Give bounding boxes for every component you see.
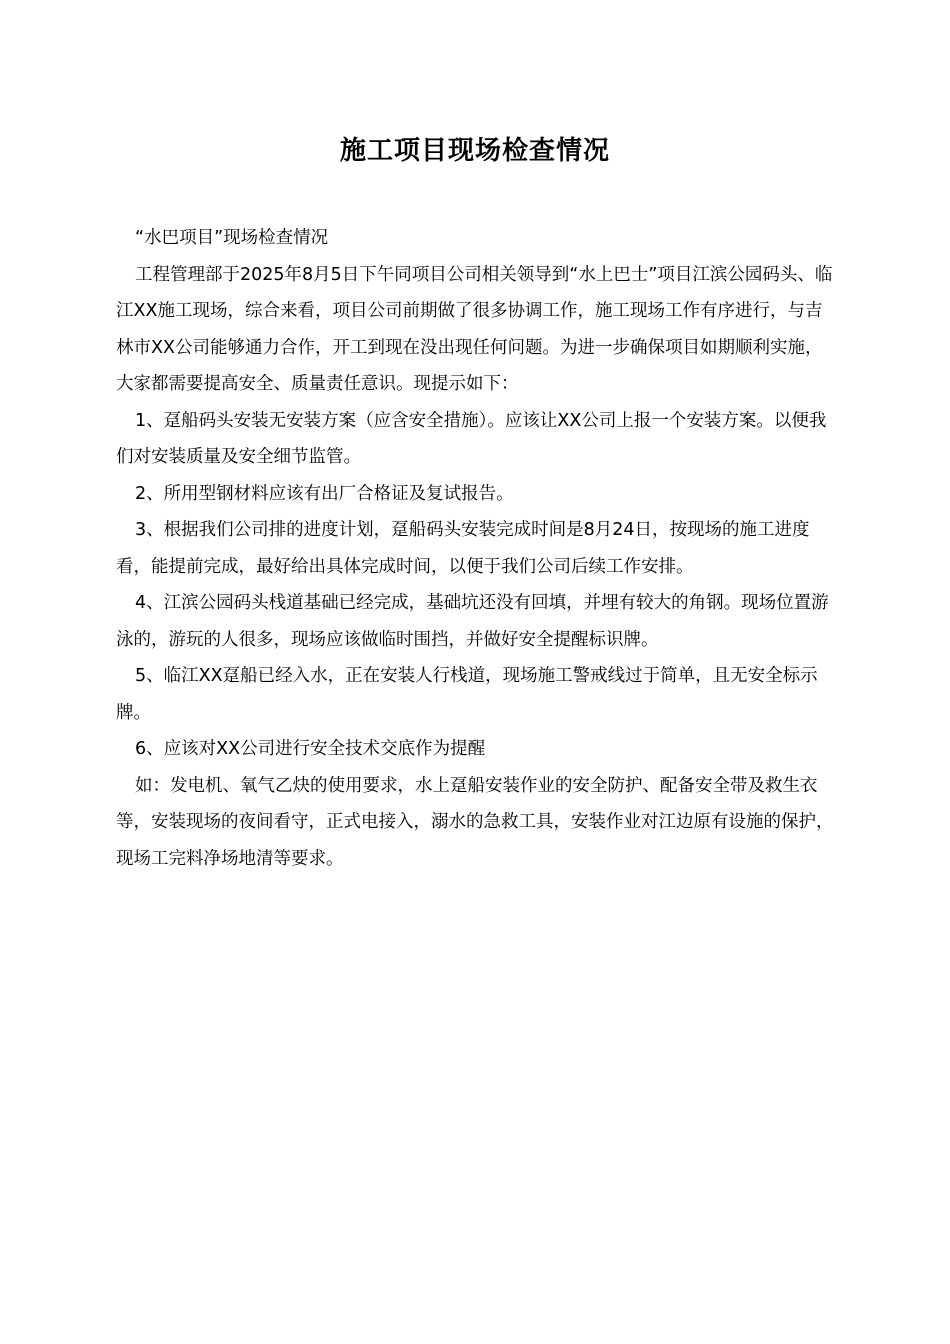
item-1-paragraph: 1、趸船码头安装无安装方案（应含安全措施）。应该让XX公司上报一个安装方案。以便我们对安装质量及安全细节监管。: [116, 410, 827, 467]
document-title: 施工项目现场检查情况: [339, 136, 610, 166]
item-3-paragraph: 3、根据我们公司排的进度计划，趸船码头安装完成时间是8月24日，按现场的施工进度看，能提前完成，最好给出具体完成时间，以便于我们公司后续工作安排。: [116, 520, 810, 577]
section-subtitle: “水巴项目”现场检查情况: [135, 228, 329, 248]
item-4-paragraph: 4、江滨公园码头栈道基础已经完成，基础坑还没有回填，并埋有较大的角钢。现场位置游泳的，游玩的人很多，现场应该做临时围挡，并做好安全提醒标识牌。: [116, 593, 829, 650]
item-2-paragraph: 2、所用型钢材料应该有出厂合格证及复试报告。: [135, 483, 514, 504]
intro-paragraph: 工程管理部于2025年8月5日下午同项目公司相关领导到“水上巴士”项目江滨公园码头、临江XX施工现场，综合来看，项目公司前期做了很多协调工作，施工现场工作有序进行，与吉林市XX公司能够通力合作，开工到现在没出现任何问题。为进一步确保项目如期顺利实施，大家都需要提高安全、质量责任意识。现提示如下：: [116, 264, 833, 394]
document-body: [116, 220, 838, 877]
item-5-paragraph: 5、临江XX趸船已经入水，正在安装人行栈道，现场施工警戒线过于简单，且无安全标示牌。: [116, 666, 818, 723]
item-6-paragraph: 6、应该对XX公司进行安全技术交底作为提醒: [135, 739, 486, 759]
example-paragraph: 如：发电机、氧气乙炔的使用要求，水上趸船安装作业的安全防护、配备安全带及救生衣等，安装现场的夜间看守，正式电接入，溺水的急救工具，安装作业对江边原有设施的保护，现场工完料净场地清等要求。: [116, 775, 834, 869]
